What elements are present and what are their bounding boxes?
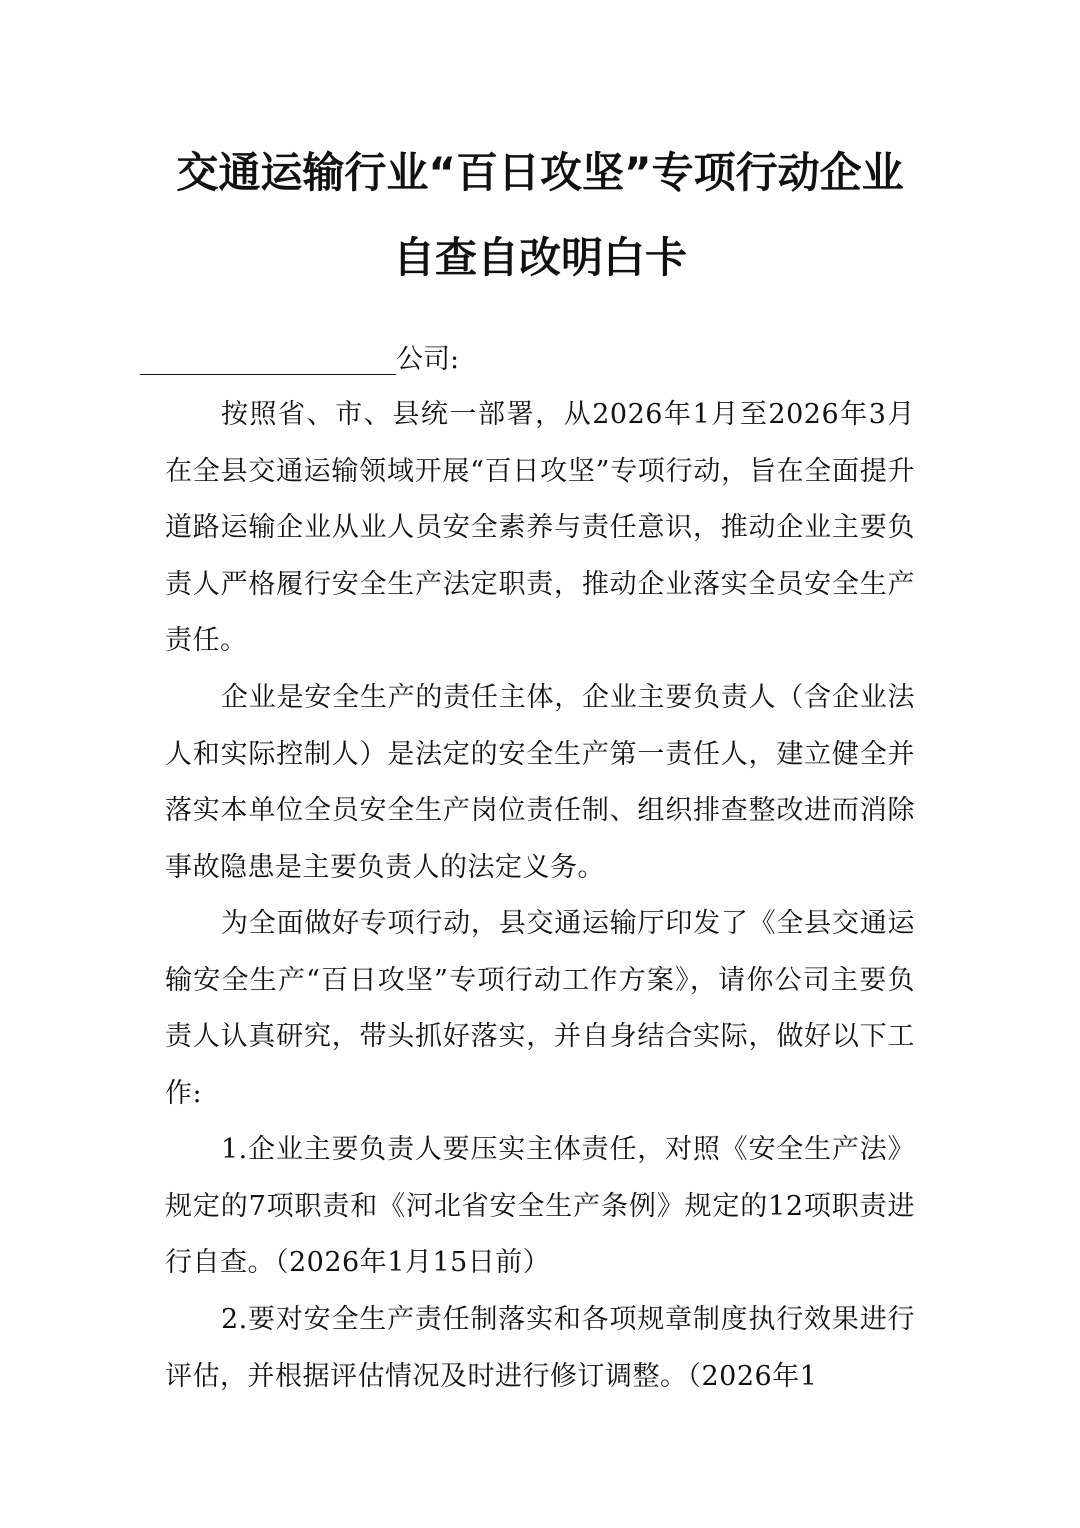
salutation-suffix: 公司: (396, 344, 460, 375)
paragraph-1: 按照省、市、县统一部署，从2026年1月至2026年3月在全县交通运输领域开展“百日攻坚”专项行动，旨在全面提升道路运输企业从业人员安全素养与责任意识，推动企业主要负责人严格履行安全生产法定职责，推动企业落实全员安全生产责任。 (165, 399, 915, 656)
paragraph-2: 企业是安全生产的责任主体，企业主要负责人（含企业法人和实际控制人）是法定的安全生产第一责任人，建立健全并落实本单位全员安全生产岗位责任制、组织排查整改进而消除事故隐患是主要负责人的法定义务。 (165, 682, 915, 883)
salutation (140, 338, 459, 382)
document-title-line-2: 自查自改明白卡 (392, 233, 687, 282)
document-title-line-1: 交通运输行业“百日攻坚”专项行动企业 (176, 148, 904, 197)
paragraph-3: 为全面做好专项行动，县交通运输厅印发了《全县交通运输安全生产“百日攻坚”专项行动工作方案》，请你公司主要负责人认真研究，带头抓好落实，并自身结合实际，做好以下工作: (165, 908, 915, 1109)
company-name-blank (140, 338, 396, 375)
paragraph-5: 2.要对安全生产责任制落实和各项规章制度执行效果进行评估，并根据评估情况及时进行修订调整。（2026年1 (165, 1304, 915, 1392)
paragraph-4: 1.企业主要负责人要压实主体责任，对照《安全生产法》规定的7项职责和《河北省安全生产条例》规定的12项职责进行自查。（2026年1月15日前） (165, 1134, 915, 1278)
